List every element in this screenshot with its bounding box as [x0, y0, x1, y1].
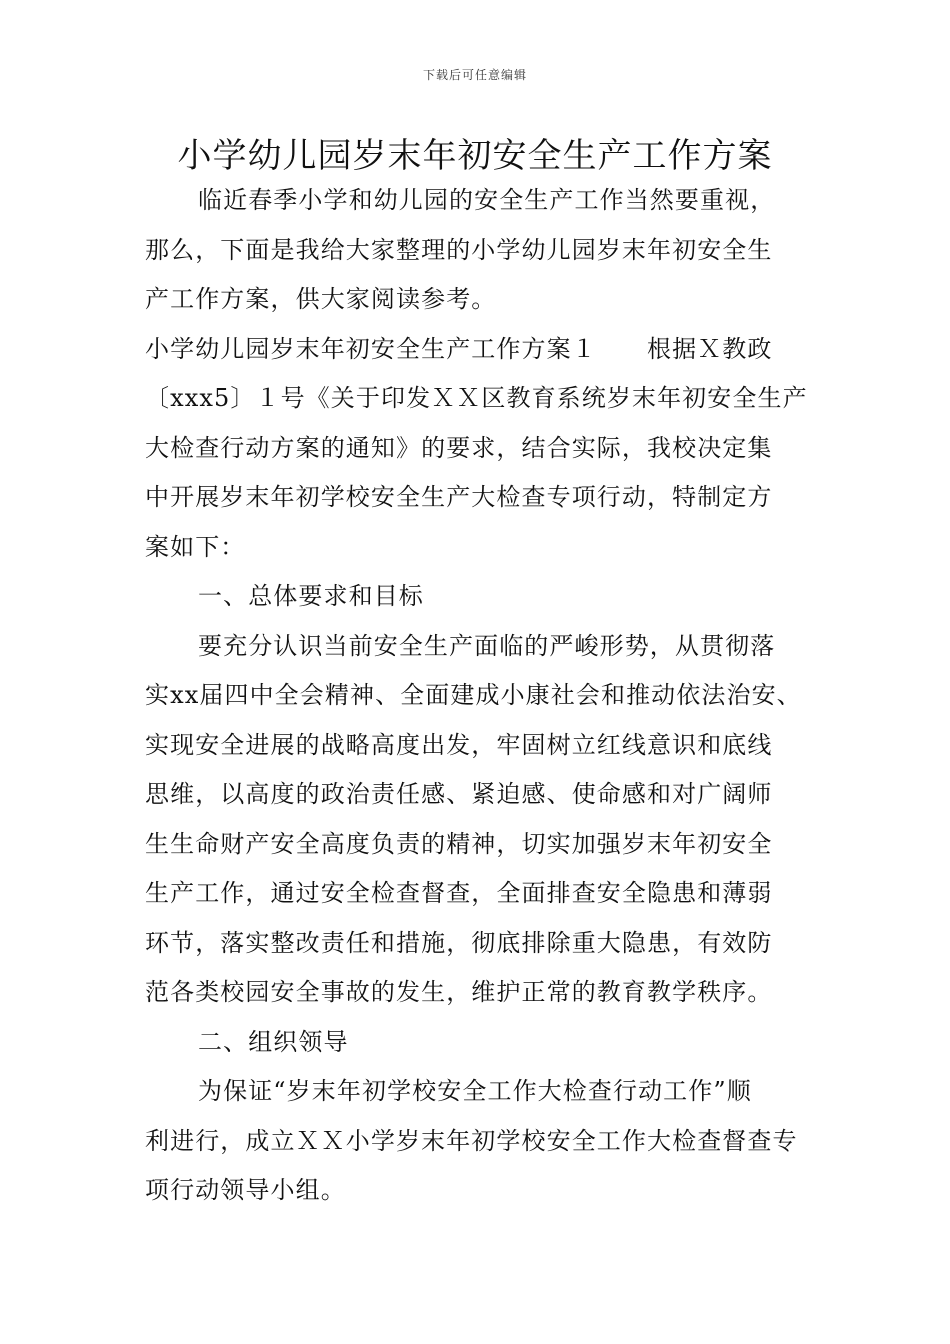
heading-overall-requirements: 一、总体要求和目标: [198, 582, 424, 610]
para2-line-2: 利进行，成立ＸＸ小学岁末年初学校安全工作大检查督查专: [145, 1126, 798, 1155]
para1-line-4: 思维，以高度的政治责任感、紧迫感、使命感和对广阔师: [145, 780, 773, 808]
heading-organization: 二、组织领导: [198, 1027, 349, 1056]
section1-line-1: 小学幼儿园岁末年初安全生产工作方案１ 根据Ｘ教政: [145, 334, 773, 363]
document-body: [145, 176, 825, 1216]
section1-line-4: 中开展岁末年初学校安全生产大检查专项行动，特制定方: [145, 483, 773, 511]
para1-line-3: 实现安全进展的战略高度出发，牢固树立红线意识和底线: [145, 730, 773, 759]
section1-line-5: 案如下：: [145, 532, 246, 561]
para1-line-5: 生生命财产安全高度负责的精神，切实加强岁末年初安全: [145, 829, 773, 858]
para2-line-1: 为保证“岁末年初学校安全工作大检查行动工作”顺: [198, 1077, 752, 1105]
section1-line-3: 大检查行动方案的通知》的要求，结合实际，我校决定集: [145, 433, 773, 462]
para1-line-7: 环节，落实整改责任和措施，彻底排除重大隐患，有效防: [145, 928, 773, 957]
header-note: 下载后可任意编辑: [422, 68, 527, 82]
intro-line-2: 那么，下面是我给大家整理的小学幼儿园岁末年初安全生: [145, 235, 773, 264]
para1-line-1: 要充分认识当前安全生产面临的严峻形势，从贯彻落: [198, 631, 776, 660]
para2-line-3: 项行动领导小组。: [145, 1176, 346, 1204]
para1-line-8: 范各类校园安全事故的发生，维护正常的教育教学秩序。: [145, 978, 773, 1006]
section1-line-2: 〔xxx5〕１号《关于印发ＸＸ区教育系统岁末年初安全生产: [145, 384, 808, 412]
intro-line-1: 临近春季小学和幼儿园的安全生产工作当然要重视，: [198, 186, 776, 214]
document-title: 小学幼儿园岁末年初安全生产工作方案: [177, 136, 773, 176]
para1-line-6: 生产工作，通过安全检查督查，全面排查安全隐患和薄弱: [145, 879, 773, 907]
intro-line-3: 产工作方案，供大家阅读参考。: [145, 285, 497, 313]
para1-line-2: 实xx届四中全会精神、全面建成小康社会和推动依法治安、: [145, 681, 802, 709]
